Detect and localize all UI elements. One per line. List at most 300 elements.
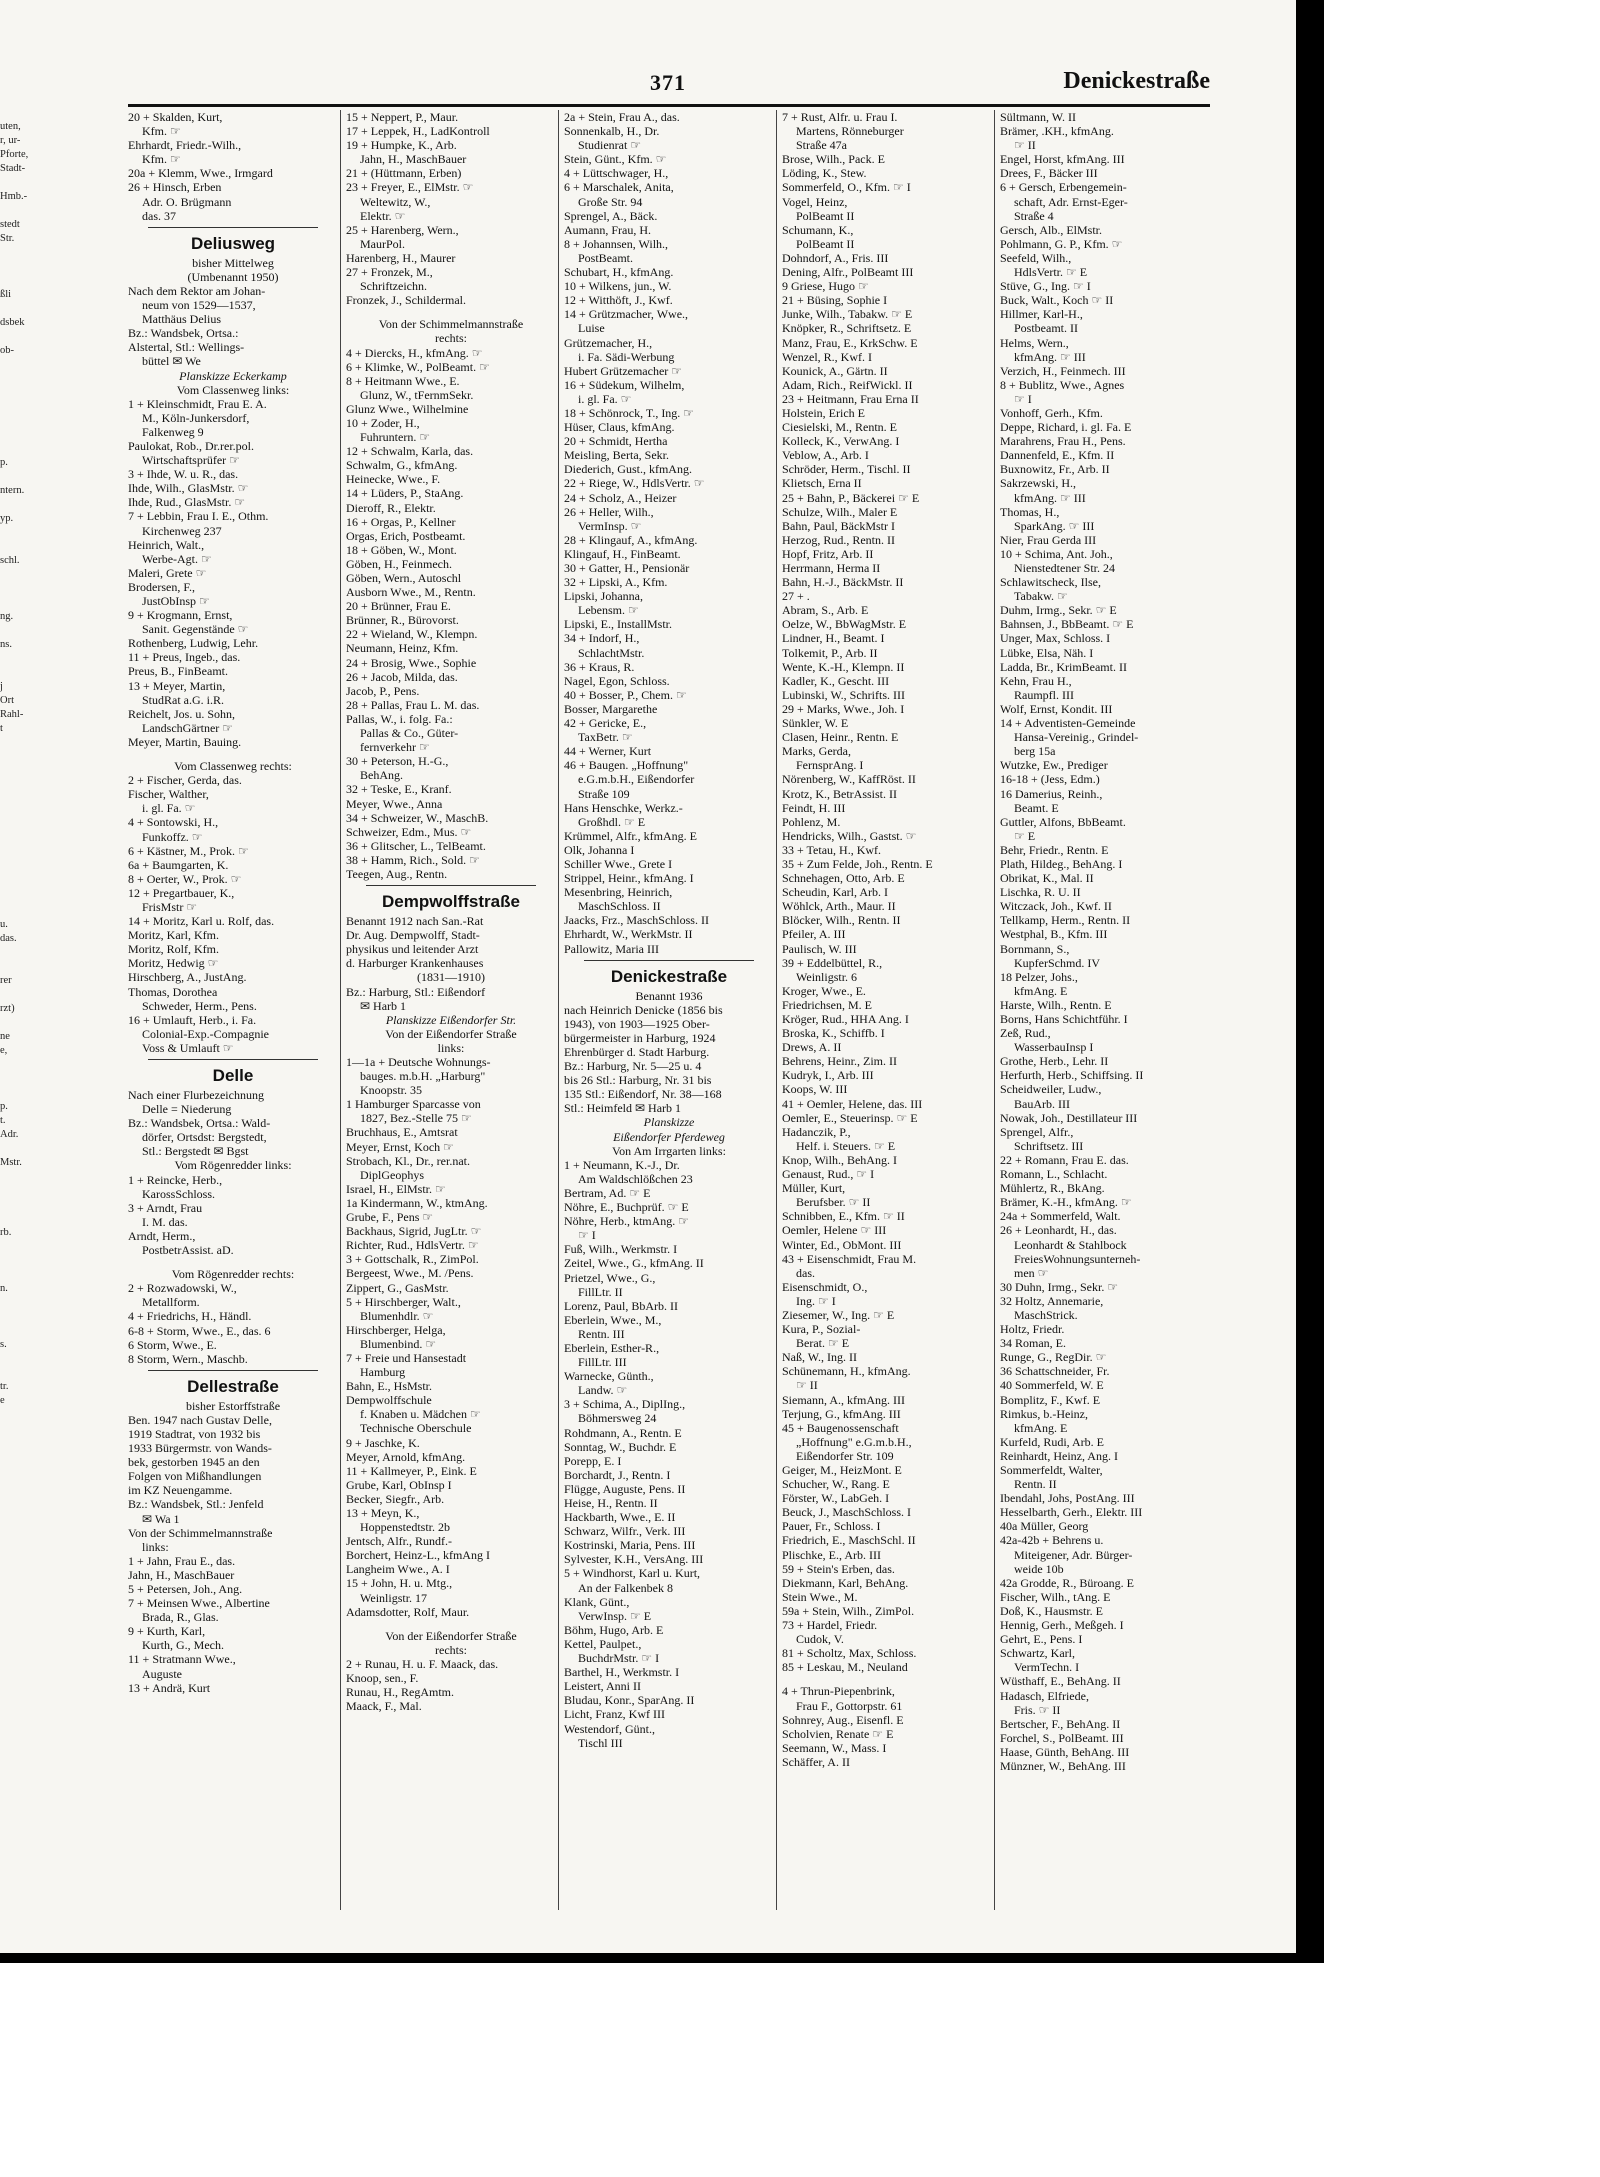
edge-fragment — [0, 904, 40, 918]
page-number: 371 — [650, 70, 686, 95]
entry-line: Romann, L., Schlacht. — [1000, 1167, 1108, 1182]
entry-line: Schlawitscheck, Ilse, — [1000, 575, 1101, 590]
entry-continuation: kfmAng. E — [1014, 983, 1068, 998]
entry-line: Dening, Alfr., PolBeamt III — [782, 265, 914, 280]
entry-continuation: TaxBetr. ☞ — [578, 730, 633, 745]
entry-line: 13 + Andrä, Kurt — [128, 1680, 211, 1695]
entry-line: 8 + Bublitz, Wwe., Agnes — [1000, 377, 1125, 392]
entry-line: Engel, Horst, kfmAng. III — [1000, 152, 1125, 167]
entry-continuation: Jahn, H., MaschBauer — [360, 152, 467, 167]
entry-line: Bz.: Wandsbek, Stl.: Jenfeld — [128, 1497, 264, 1512]
entry-line: 6 + Gersch, Erbengemein- — [1000, 180, 1127, 195]
entry-line: Bertram, Ad. ☞ E — [564, 1185, 651, 1200]
entry-line: Schwartz, Karl, — [1000, 1646, 1075, 1661]
entry-line: Nowak, Joh., Destillateur III — [1000, 1110, 1138, 1125]
entry-line: Hadanczik, P., — [782, 1124, 851, 1139]
entry-line: Göben, H., Feinmech. — [346, 556, 452, 571]
entry-line: 14 + Lüders, P., StaAng. — [346, 486, 464, 501]
entry-line: 42a-42b + Behrens u. — [1000, 1533, 1104, 1548]
entry-line: Deppe, Richard, i. gl. Fa. E — [1000, 420, 1132, 435]
entry-line: 19 + Humpke, K., Arb. — [346, 138, 457, 153]
entry-line: Stl.: Heimfeld ✉ Harb 1 — [564, 1101, 682, 1116]
entry-line: Sonntag, W., Buchdr. E — [564, 1439, 677, 1454]
spacer — [346, 307, 556, 317]
section-note: (1831—1910) — [417, 970, 485, 985]
entry-line: Lipski, Johanna, — [564, 589, 643, 604]
edge-fragment: p. — [0, 1101, 8, 1112]
entry-continuation: FillLtr. III — [578, 1355, 627, 1370]
edge-fragment — [0, 1170, 40, 1184]
street-heading: Delle — [212, 1066, 254, 1085]
entry-line: Nach einer Flurbezeichnung — [128, 1088, 264, 1102]
entry-line: Brämer, K.-H., kfmAng. ☞ — [1000, 1195, 1132, 1210]
edge-fragment — [0, 750, 40, 764]
edge-fragment — [0, 1184, 40, 1198]
edge-fragment — [0, 1142, 40, 1156]
entry-line: Moritz, Rolf, Kfm. — [128, 942, 219, 957]
entry-line: 34 Roman, E. — [1000, 1336, 1066, 1351]
entry-line: Maack, F., Mal. — [346, 1699, 422, 1714]
edge-fragment — [0, 1058, 40, 1072]
entry-line: Richter, Rud., HdlsVertr. ☞ — [346, 1238, 479, 1253]
entry-continuation: FernsprAng. I — [796, 758, 864, 773]
entry-line: Pauer, Fr., Schloss. I — [782, 1519, 881, 1534]
entry-continuation: Ing. ☞ I — [796, 1293, 836, 1308]
entry-line: Heinrich, Walt., — [128, 537, 205, 552]
edge-fragment: ntern. — [0, 485, 25, 496]
entry-line: Ziesemer, W., Ing. ☞ E — [782, 1307, 895, 1322]
entry-continuation: I. M. das. — [142, 1214, 188, 1229]
entry-line: 24 + Scholz, A., Heizer — [564, 490, 677, 505]
edge-fragment — [0, 1198, 40, 1212]
entry-line: Manz, Frau, E., KrkSchw. E — [782, 335, 918, 350]
entry-line: Moritz, Hedwig ☞ — [128, 956, 219, 971]
entry-line: Kroger, Wwe., E. — [782, 983, 866, 998]
entry-line: Obrikat, K., Mal. II — [1000, 871, 1094, 886]
entry-continuation: neum von 1529—1537, — [142, 298, 256, 313]
entry-line: Witczack, Joh., Kwf. II — [1000, 899, 1112, 914]
entry-line: Arndt, Herm., — [128, 1228, 196, 1243]
entry-line: Mühlertz, R., BkAng. — [1000, 1181, 1105, 1196]
entry-line: Runau, H., RegAmtm. — [346, 1685, 454, 1700]
entry-line: Porepp, E. I — [564, 1453, 622, 1468]
edge-fragment: t — [0, 723, 3, 734]
entry-line: Stüve, G., Ing. ☞ I — [1000, 279, 1091, 294]
section-note: rechts: — [435, 331, 467, 346]
entry-line: Duhm, Irmg., Sekr. ☞ E — [1000, 603, 1117, 618]
entry-line: Förster, W., LabGeh. I — [782, 1491, 890, 1506]
entry-line: Müller, Kurt, — [782, 1181, 846, 1196]
entry-continuation: Weinligstr. 6 — [796, 969, 858, 984]
running-head: Denickestraße — [1063, 68, 1210, 94]
entry-line: Grube, F., Pens ☞ — [346, 1210, 434, 1225]
entry-continuation: Kirchenweg 237 — [142, 523, 222, 538]
edge-fragment — [0, 890, 40, 904]
entry-line: 36 Schattschneider, Fr. — [1000, 1364, 1110, 1379]
entry-line: Nörenberg, W., KaffRöst. II — [782, 772, 916, 787]
entry-continuation: Tabakw. ☞ — [1014, 589, 1068, 604]
entry-line: Helms, Wern., — [1000, 335, 1069, 350]
column-5 — [1000, 110, 1213, 1910]
entry-line: bek, gestorben 1945 an den — [128, 1455, 260, 1470]
edge-fragment: ns. — [0, 639, 12, 650]
entry-line: 13 + Meyn, K., — [346, 1506, 420, 1520]
entry-continuation: HdlsVertr. ☞ E — [1014, 265, 1088, 280]
entry-continuation: Berat. ☞ E — [796, 1336, 850, 1351]
entry-line: Lipski, E., InstallMstr. — [564, 617, 672, 632]
section-note: bisher Mittelweg — [192, 255, 274, 270]
entry-line: Plath, Hildeg., BehAng. I — [1000, 856, 1123, 871]
entry-continuation: Raumpfl. III — [1014, 687, 1074, 702]
entry-continuation: links: — [142, 1539, 169, 1554]
column-1 — [128, 110, 341, 1910]
spacer — [782, 1674, 992, 1684]
section-note: Von der Schimmelmannstraße — [378, 317, 524, 332]
entry-line: Barthel, H., Werkmstr. I — [564, 1665, 680, 1680]
entry-continuation: ☞ E — [1014, 828, 1036, 843]
entry-line: Schnehagen, Otto, Arb. E — [782, 871, 905, 886]
entry-line: 22 + Romann, Frau E. das. — [1000, 1152, 1129, 1167]
entry-line: Teegen, Aug., Rentn. — [346, 866, 448, 881]
entry-line: 8 + Oerter, W., Prok. ☞ — [128, 871, 242, 886]
entry-line: Kröger, Rud., HHA Ang. I — [782, 1012, 909, 1026]
entry-line: 20 + Brünner, Frau E. — [346, 599, 451, 614]
edge-fragment — [0, 442, 40, 456]
entry-line: Scheidweiler, Ludw., — [1000, 1082, 1102, 1097]
entry-continuation: Schriftzeichn. — [360, 279, 427, 294]
entry-line: 10 + Wilkens, jun., W. — [564, 279, 672, 294]
entry-line: 35 + Zum Felde, Joh., Rentn. E — [782, 856, 933, 871]
entry-line: Seefeld, Wilh., — [1000, 250, 1072, 265]
section-note: Vom Classenweg rechts: — [174, 759, 292, 774]
entry-continuation: Hoppenstedtstr. 2b — [360, 1520, 450, 1535]
entry-line: 1 + Jahn, Frau E., das. — [128, 1553, 236, 1568]
edge-fragment: yp. — [0, 513, 14, 524]
entry-continuation: Hamburg — [360, 1365, 406, 1380]
section-note: rechts: — [435, 1642, 467, 1657]
entry-line: Brose, Wilh., Pack. E — [782, 152, 885, 167]
entry-continuation: Beamt. E — [1014, 800, 1059, 815]
entry-line: Kehn, Frau H., — [1000, 673, 1072, 688]
entry-line: Meyer, Arnold, kfmAng. — [346, 1449, 466, 1464]
edge-fragment — [0, 260, 40, 274]
entry-continuation: kfmAng. ☞ III — [1014, 349, 1086, 364]
entry-line: Hillmer, Karl-H., — [1000, 307, 1083, 322]
entry-continuation: MaurPol. — [360, 236, 405, 251]
entry-line: Lindner, H., Beamt. I — [782, 631, 885, 646]
entry-continuation: M., Köln-Junkersdorf, — [142, 410, 250, 425]
edge-fragment — [0, 1324, 40, 1338]
entry-continuation: i. gl. Fa. ☞ — [142, 801, 196, 816]
entry-line: Borchert, Heinz-L., kfmAng I — [346, 1548, 490, 1563]
edge-fragment — [0, 246, 40, 260]
scan-border-bottom — [0, 1953, 1324, 1963]
edge-fragment: ng. — [0, 611, 14, 622]
entry-line: Schulze, Wilh., Maler E — [782, 504, 898, 519]
entry-line: 16 + Orgas, P., Kellner — [346, 514, 456, 529]
entry-line: 25 + Bahn, P., Bäckerei ☞ E — [782, 490, 920, 505]
entry-continuation: ☞ II — [796, 1378, 818, 1393]
entry-line: im KZ Neuengamme. — [128, 1483, 233, 1498]
entry-line: Bz.: Harburg, Stl.: Eißendorf — [346, 984, 486, 999]
entry-line: 43 + Eisenschmidt, Frau M. — [782, 1251, 917, 1266]
entry-line: Orgas, Erich, Postbeamt. — [346, 528, 466, 543]
entry-line: 18 Pelzer, Johs., — [1000, 969, 1078, 984]
entry-line: 14 + Moritz, Karl u. Rolf, das. — [128, 914, 275, 929]
entry-line: 135 Stl.: Eißendorf, Nr. 38—168 — [564, 1087, 722, 1102]
entry-line: 5 + Windhorst, Karl u. Kurt, — [564, 1566, 701, 1581]
edge-fragment — [0, 1310, 40, 1324]
entry-line: Abram, S., Arb. E — [782, 603, 869, 618]
entry-line: Göben, Wern., Autoschl — [346, 571, 462, 585]
edge-fragment: dsbek — [0, 317, 25, 328]
entry-line: Bergeest, Wwe., M. /Pens. — [346, 1266, 474, 1281]
entry-line: Sakrzewski, H., — [1000, 476, 1076, 491]
edge-fragment — [0, 1254, 40, 1268]
edge-fragment — [0, 806, 40, 820]
entry-line: 13 + Meyer, Martin, — [128, 678, 226, 693]
entry-continuation: LandschGärtner ☞ — [142, 720, 234, 735]
edge-fragment — [0, 1072, 40, 1086]
entry-continuation: Kfm. ☞ — [142, 152, 181, 167]
entry-line: Scheudin, Karl, Arb. I — [782, 885, 888, 900]
edge-fragment — [0, 582, 40, 596]
entry-line: Krotz, K., BetrAssist. II — [782, 786, 897, 801]
entry-line: Paulisch, W. III — [782, 941, 857, 956]
entry-line: 27 + . — [782, 589, 810, 604]
entry-line: Jahn, H., MaschBauer — [128, 1567, 235, 1582]
entry-continuation: Tischl III — [578, 1735, 623, 1750]
plan-reference: Planskizze — [643, 1115, 695, 1130]
entry-line: Wolf, Ernst, Kondit. III — [1000, 701, 1113, 716]
edge-fragment: rb. — [0, 1227, 12, 1238]
header-rule — [128, 104, 1210, 107]
entry-line: 17 + Leppek, H., LadKontroll — [346, 124, 490, 139]
entry-continuation: Studienrat ☞ — [578, 138, 642, 153]
entry-continuation: Miteigener, Adr. Bürger- — [1014, 1547, 1133, 1562]
edge-fragment — [0, 1296, 40, 1310]
entry-line: Knöpker, R., Schriftsetz. E — [782, 321, 912, 336]
entry-continuation: Metallform. — [142, 1295, 200, 1310]
entry-line: 25 + Harenberg, Wern., — [346, 222, 459, 237]
entry-line: 40 Sommerfeld, W. E — [1000, 1378, 1104, 1393]
plan-reference: Planskizze Eißendorfer Str. — [385, 1012, 517, 1027]
entry-line: 11 + Stratmann Wwe., — [128, 1652, 236, 1667]
edge-fragment — [0, 1268, 40, 1282]
entry-line: Junke, Wilh., Tabakw. ☞ E — [782, 307, 913, 322]
entry-continuation: Blumenhdlr. ☞ — [360, 1308, 434, 1323]
entry-line: Herrmann, Herma II — [782, 561, 881, 575]
entry-line: 12 + Pregartbauer, K., — [128, 885, 235, 900]
entry-line: Schwarz, Wilfr., Verk. III — [564, 1524, 686, 1539]
edge-fragment — [0, 820, 40, 834]
edge-fragment: n. — [0, 1283, 8, 1294]
entry-line: 14 + Grützmacher, Wwe., — [564, 307, 689, 322]
entry-line: Thomas, Dorothea — [128, 984, 218, 999]
entry-line: Marks, Gerda, — [782, 744, 851, 759]
entry-continuation: das. — [796, 1265, 815, 1280]
entry-line: Brodersen, F., — [128, 579, 196, 594]
entry-line: Koops, W. III — [782, 1082, 848, 1097]
edge-fragment: ne — [0, 1031, 10, 1042]
entry-line: Hans Henschke, Werkz.- — [564, 800, 683, 815]
edge-fragment: Str. — [0, 233, 15, 244]
entry-line: Nach dem Rektor am Johan- — [128, 283, 266, 298]
edge-fragment — [0, 1016, 40, 1030]
entry-continuation: dörfer, Ortsdst: Bergstedt, — [142, 1130, 267, 1145]
entry-line: 29 + Marks, Wwe., Joh. I — [782, 701, 905, 716]
edge-fragment: rzt) — [0, 1003, 15, 1014]
entry-continuation: Auguste — [142, 1666, 182, 1681]
edge-fragment — [0, 596, 40, 610]
entry-line: Pallas, W., i. folg. Fa.: — [346, 711, 453, 726]
entry-line: 32 + Teske, E., Kranf. — [346, 782, 452, 797]
edge-fragment: tr. — [0, 1381, 9, 1392]
entry-continuation: FrisMstr ☞ — [142, 899, 198, 914]
entry-continuation: Böhmersweg 24 — [578, 1411, 657, 1426]
spacer — [346, 1619, 556, 1629]
entry-line: Ciesielski, M., Rentn. E — [782, 420, 897, 435]
entry-line: 28 + Pallas, Frau L. M. das. — [346, 697, 480, 712]
edge-fragment — [0, 526, 40, 540]
entry-continuation: Matthäus Delius — [142, 312, 221, 327]
entry-line: Sommerfeld, O., Kfm. ☞ I — [782, 180, 911, 195]
entry-line: Bz.: Harburg, Nr. 5—25 u. 4 — [564, 1059, 702, 1074]
entry-continuation: kfmAng. ☞ III — [1014, 490, 1086, 505]
entry-line: Brünner, R., Bürovorst. — [346, 613, 459, 628]
plan-reference: Eißendorfer Pferdeweg — [613, 1129, 725, 1144]
entry-line: Knop, Wilh., BehAng. I — [782, 1152, 897, 1167]
entry-line: 41 + Oemler, Helene, das. III — [782, 1096, 923, 1111]
edge-fragment — [0, 274, 40, 288]
entry-line: Marahrens, Frau H., Pens. — [1000, 434, 1126, 449]
edge-fragment: u. — [0, 919, 8, 930]
entry-line: Friedrich, E., MaschSchl. II — [782, 1533, 916, 1548]
entry-line: 23 + Freyer, E., ElMstr. ☞ — [346, 180, 474, 195]
entry-line: 2 + Fischer, Gerda, das. — [128, 773, 242, 788]
entry-line: Doß, K., Hausmstr. E — [1000, 1603, 1103, 1618]
entry-line: Meyer, Wwe., Anna — [346, 796, 443, 811]
entry-line: Sommerfeldt, Walter, — [1000, 1463, 1103, 1477]
entry-continuation: MaschSchloss. II — [578, 899, 661, 914]
entry-line: Grützemacher, H., — [564, 335, 653, 350]
edge-fragment — [0, 652, 40, 666]
entry-line: 3 + Schima, A., DiplIng., — [564, 1397, 686, 1412]
entry-continuation: An der Falkenbek 8 — [578, 1580, 673, 1595]
entry-line: Dr. Aug. Dempwolff, Stadt- — [346, 928, 480, 943]
entry-line: 20 + Schmidt, Hertha — [564, 434, 668, 449]
entry-line: 7 + Freie und Hansestadt — [346, 1350, 467, 1365]
entry-line: Neumann, Heinz, Kfm. — [346, 641, 459, 656]
edge-fragment — [0, 988, 40, 1002]
entry-line: Westendorf, Günt., — [564, 1721, 656, 1736]
entry-line: 3 + Ihde, W. u. R., das. — [128, 467, 239, 482]
entry-continuation: Delle = Niederung — [142, 1102, 232, 1117]
edge-fragment — [0, 176, 40, 190]
entry-line: Behr, Friedr., Rentn. E — [1000, 842, 1109, 857]
entry-line: 40a Müller, Georg — [1000, 1519, 1089, 1534]
entry-line: Clasen, Heinr., Rentn. E — [782, 730, 899, 745]
entry-continuation: JustObInsp ☞ — [142, 594, 210, 608]
entry-line: Hackbarth, Wwe., E. II — [564, 1510, 676, 1525]
entry-line: Preus, B., FinBeamt. — [128, 664, 229, 679]
entry-line: 12 + Witthöft, J., Kwf. — [564, 293, 673, 308]
section-note: links: — [437, 1040, 465, 1055]
entry-line: 42 + Gericke, E., — [564, 716, 647, 731]
entry-line: 4 + Sontowski, H., — [128, 815, 219, 830]
edge-fragment — [0, 1366, 40, 1380]
entry-line: Jentsch, Alfr., Rundf.- — [346, 1534, 452, 1549]
entry-line: 11 + Kallmeyer, P., Eink. E — [346, 1463, 477, 1478]
entry-continuation: MaschStrick. — [1014, 1307, 1078, 1322]
edge-fragment — [0, 778, 40, 792]
entry-line: 30 + Gatter, H., Pensionär — [564, 561, 690, 575]
entry-line: Sünkler, W. E — [782, 716, 849, 731]
entry-line: Thomas, H., — [1000, 504, 1060, 519]
entry-line: 14 + Adventisten-Gemeinde — [1000, 716, 1136, 731]
entry-line: 28 + Klingauf, A., kfmAng. — [564, 532, 698, 547]
entry-continuation: ✉ Harb 1 — [360, 998, 407, 1013]
edge-fragment — [0, 1352, 40, 1366]
entry-line: 18 + Schönrock, T., Ing. ☞ — [564, 405, 695, 420]
edge-fragment — [0, 414, 40, 428]
entry-line: 5 + Hirschberger, Walt., — [346, 1294, 461, 1309]
entry-line: 1943), von 1903—1925 Ober- — [564, 1016, 710, 1031]
entry-line: Tellkamp, Herm., Rentn. II — [1000, 913, 1131, 928]
section-note: Von Am Irrgarten links: — [612, 1143, 726, 1158]
entry-line: Buck, Walt., Koch ☞ II — [1000, 293, 1114, 308]
entry-line: Verzich, H., Feinmech. III — [1000, 363, 1126, 378]
entry-line: Haase, Günth, BehAng. III — [1000, 1744, 1130, 1759]
entry-continuation: Frau F., Gottorpstr. 61 — [796, 1698, 903, 1713]
entry-continuation: Eißendorfer Str. 109 — [796, 1448, 894, 1463]
entry-line: Fronzek, J., Schildermal. — [346, 293, 466, 308]
entry-continuation: fernverkehr ☞ — [360, 740, 430, 755]
entry-line: 22 + Riege, W., HdlsVertr. ☞ — [564, 476, 705, 491]
entry-line: Hesselbarth, Gerh., Elektr. III — [1000, 1505, 1143, 1520]
entry-line: Ibendahl, Johs, PostAng. III — [1000, 1491, 1135, 1506]
entry-continuation: Luise — [578, 321, 605, 336]
entry-line: 1a Kindermann, W., ktmAng. — [346, 1195, 488, 1210]
entry-line: Unger, Max, Schloss. I — [1000, 631, 1111, 646]
entry-line: Bruchhaus, E., Amtsrat — [346, 1125, 458, 1140]
entry-line: Pallowitz, Maria III — [564, 941, 659, 956]
entry-continuation: Landw. ☞ — [578, 1383, 628, 1398]
entry-continuation: Rentn. III — [578, 1326, 625, 1341]
entry-line: 10 + Zoder, H., — [346, 415, 420, 430]
entry-line: 11 + Preus, Ingeb., das. — [128, 650, 241, 665]
entry-continuation: Lebensm. ☞ — [578, 603, 639, 618]
entry-continuation: Helf. i. Steuers. ☞ E — [796, 1138, 896, 1153]
entry-line: Paulokat, Rob., Dr.rer.pol. — [128, 438, 254, 453]
entry-continuation: SparkAng. ☞ III — [1014, 518, 1095, 533]
entry-continuation: KupferSchmd. IV — [1014, 955, 1100, 970]
edge-fragment: Stadt- — [0, 163, 26, 174]
entry-continuation: Rentn. II — [1014, 1477, 1057, 1492]
entry-continuation: Voss & Umlauft ☞ — [142, 1040, 234, 1055]
edge-fragment: Rahl- — [0, 709, 24, 720]
entry-line: Ausborn Wwe., M., Rentn. — [346, 585, 476, 600]
entry-line: Pohlenz, M. — [782, 814, 841, 829]
entry-line: Oemler, E., Steuerinsp. ☞ E — [782, 1110, 918, 1125]
edge-fragment: stedt — [0, 219, 20, 230]
edge-fragment — [0, 792, 40, 806]
entry-line: 1 + Neumann, K.-J., Dr. — [564, 1157, 680, 1172]
entry-continuation: schaft, Adr. Ernst-Eger- — [1014, 194, 1128, 209]
entry-line: Maleri, Grete ☞ — [128, 565, 207, 580]
entry-continuation: Kfm. ☞ — [142, 124, 181, 139]
entry-line: Geiger, M., HeizMont. E — [782, 1463, 902, 1477]
